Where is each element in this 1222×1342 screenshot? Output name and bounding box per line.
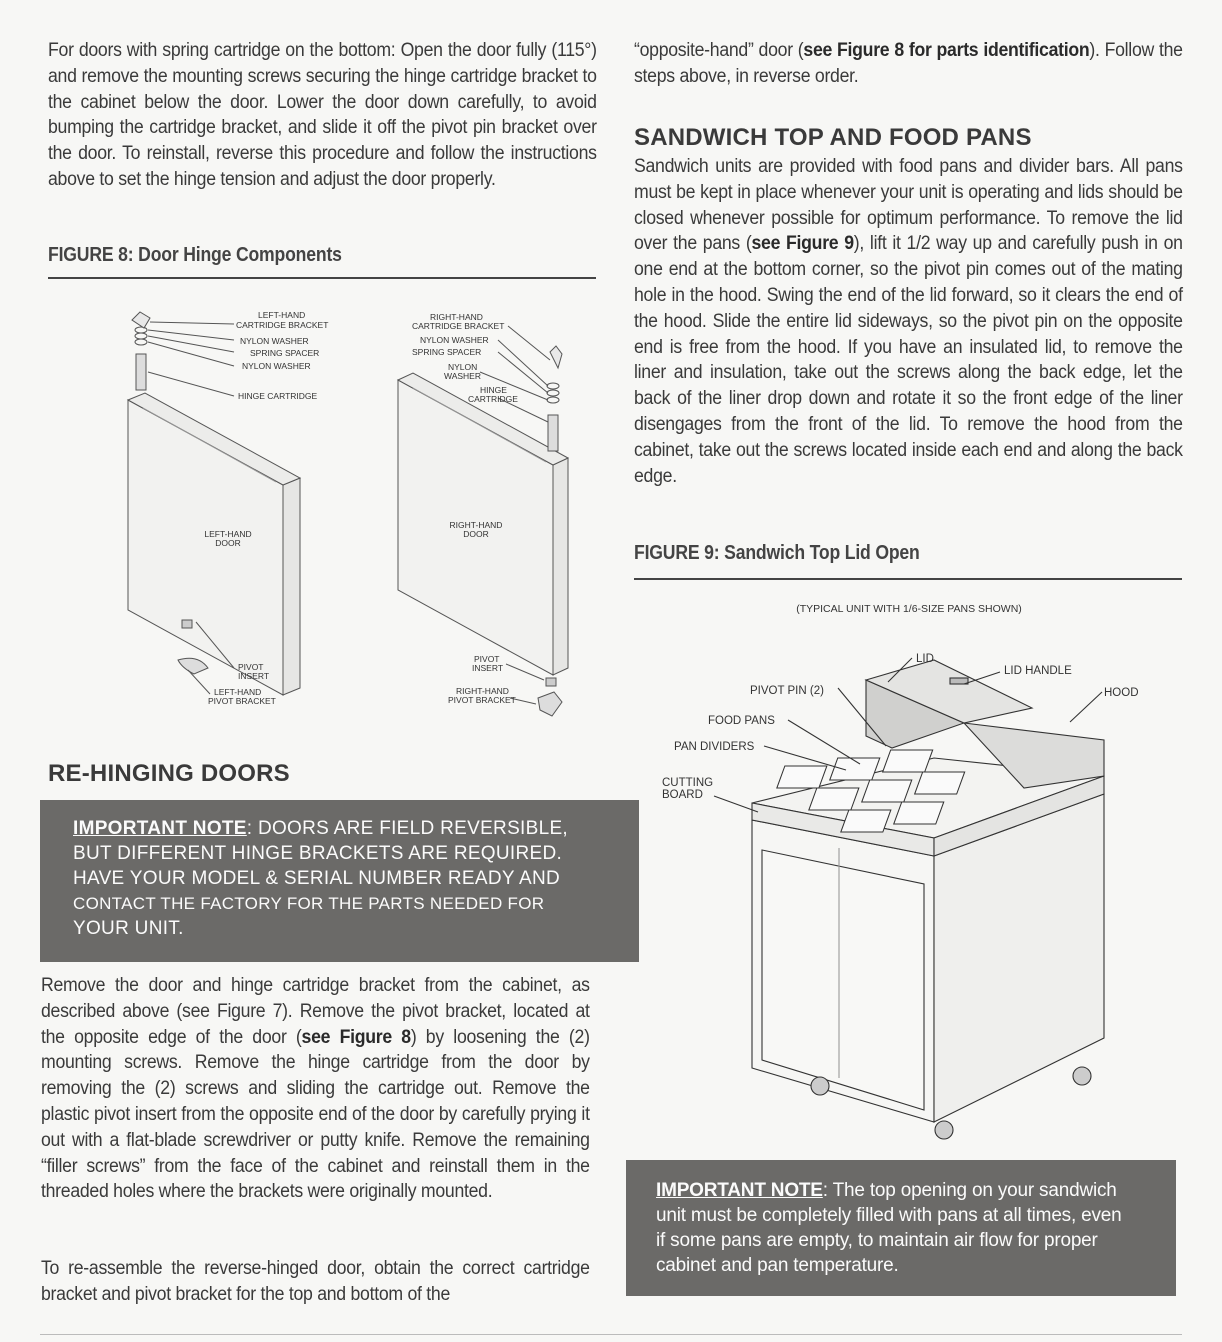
note2-line-2: unit must be completely filled with pans at all times, even — [656, 1205, 1122, 1226]
opposite-hand-paragraph — [634, 38, 1183, 90]
see-figure-8-ref: see Figure 8 — [301, 1026, 411, 1048]
page-bottom-rule — [40, 1334, 1182, 1335]
opposite-hand-part-1: “opposite-hand” door ( — [634, 40, 804, 61]
figure-9-caption: (TYPICAL UNIT WITH 1/6-SIZE PANS SHOWN) — [796, 603, 1022, 615]
lid-handle-label: LID HANDLE — [1004, 665, 1072, 677]
note1-line-2: BUT DIFFERENT HINGE BRACKETS ARE REQUIRED. — [73, 843, 563, 864]
opposite-hand-part-2: ). Follow the steps above, in reverse order. — [634, 40, 1183, 87]
pivot-pin-label: PIVOT PIN (2) — [750, 685, 824, 697]
figure-8-rule — [48, 277, 596, 279]
important-note-pans — [626, 1160, 1176, 1296]
figure-9-title: FIGURE 9: Sandwich Top Lid Open — [634, 542, 920, 564]
hood-label: HOOD — [1104, 687, 1139, 699]
lid-label: LID — [916, 653, 934, 665]
pan-dividers-label: PAN DIVIDERS — [674, 741, 755, 753]
rh-pivot-insert-label: PIVOT INSERT — [472, 654, 504, 673]
sandwich-paragraph-part-2: ), lift it 1/2 way up and carefully push in on one end at the bottom corner, so the pivot pin comes out of the mating hole in the hood. Swing the end of the lid forward, so it clears the end of the hood. Slide the entire lid sideways, so the pivot pin on the opposite end is free from the hood. If you have an insulated lid, to remove the liner and insulation, take out the screws along the back edge, let the back of the liner drop down and rotate it so the front edge of the liner disengages from the front of the lid. To remove the hood from the cabinet, take out the screws located inside each end and along the back edge. — [634, 233, 1183, 487]
food-pans-label: FOOD PANS — [708, 715, 775, 727]
figure-9-rule — [634, 578, 1182, 580]
sandwich-top-heading: SANDWICH TOP AND FOOD PANS — [634, 124, 1032, 151]
rh-cartridge-bracket-label: RIGHT-HAND CARTRIDGE BRACKET — [412, 312, 505, 331]
lh-nylon-washer-2-label: NYLON WASHER — [242, 361, 311, 371]
lh-pivot-insert-label: PIVOT INSERT — [238, 662, 270, 681]
rehinging-paragraph — [41, 973, 590, 1205]
reassemble-paragraph: To re-assemble the reverse-hinged door, obtain the correct cartridge bracket and pivot bracket for the top and bottom of the — [41, 1258, 590, 1305]
lh-cartridge-bracket-label: LEFT-HAND CARTRIDGE BRACKET — [236, 310, 329, 330]
rh-nylon-washer-2-label: NYLON WASHER — [444, 362, 481, 381]
door-removal-paragraph: For doors with spring cartridge on the bottom: Open the door fully (115°) and remove the mounting screws securing the hinge cartridge bracket to the cabinet below the door. Lower the door down carefully, to avoid bumping the cartridge bracket, and slide it off the pivot pin bracket over the door. To reinstall, reverse this procedure and follow the instructions above to set the hinge tension and adjust the door properly. — [48, 40, 597, 190]
sandwich-top-paragraph — [634, 154, 1183, 489]
note1-line-1: : DOORS ARE FIELD REVERSIBLE, — [246, 818, 569, 839]
important-note-reversible — [40, 800, 639, 962]
lh-spring-spacer-label: SPRING SPACER — [250, 348, 320, 358]
important-note-label-2: IMPORTANT NOTE — [656, 1180, 823, 1201]
note1-line-5: YOUR UNIT. — [73, 918, 184, 939]
cutting-board-label: CUTTING BOARD — [662, 777, 714, 801]
important-note-reversible-text — [73, 816, 639, 941]
lh-door-label: LEFT-HAND DOOR — [204, 529, 252, 548]
rh-hinge-cartridge-label: HINGE CARTRIDGE — [468, 385, 518, 404]
sandwich-paragraph-part-1: Sandwich units are provided with food pans and divider bars. All pans must be kept in place whenever your unit is operating and lids should be closed whenever possible for optimum performance. To remove the lid over the pans ( — [634, 156, 1183, 255]
figure-9-sandwich-unit-diagram — [634, 598, 1182, 1146]
figure-8-door-hinge-diagram — [118, 300, 588, 720]
rh-pivot-bracket-label: RIGHT-HAND PIVOT BRACKET — [448, 686, 516, 705]
rehinging-paragraph-part-2: ) by loosening the (2) mounting screws. Remove the hinge cartridge from the door by removing the (2) screws and sliding the cartridge out. Remove the plastic pivot insert from the opposite end of the door by carefully prying it out with a flat-blade screwdriver or putty knife. Remove the remaining “filler screws” from the face of the cabinet and reinstall them in the threaded holes where the brackets were originally mounted. — [41, 1026, 590, 1203]
note2-line-3: if some pans are empty, to maintain air flow for proper — [656, 1230, 1098, 1251]
lh-hinge-cartridge-label: HINGE CARTRIDGE — [238, 391, 318, 401]
note2-line-4: cabinet and pan temperature. — [656, 1255, 899, 1276]
note1-line-3: HAVE YOUR MODEL & SERIAL NUMBER READY AND — [73, 868, 561, 889]
rehinging-doors-heading: RE-HINGING DOORS — [48, 760, 290, 787]
note1-line-4: CONTACT THE FACTORY FOR THE PARTS NEEDED FOR — [73, 894, 545, 913]
rh-door-label: RIGHT-HAND DOOR — [449, 520, 503, 539]
rh-spring-spacer-label: SPRING SPACER — [412, 347, 482, 357]
rh-nylon-washer-1-label: NYLON WASHER — [420, 335, 489, 345]
important-note-pans-text — [656, 1178, 1176, 1278]
figure-8-title: FIGURE 8: Door Hinge Components — [48, 244, 342, 266]
lh-nylon-washer-1-label: NYLON WASHER — [240, 336, 309, 346]
note2-line-1: : The top opening on your sandwich — [822, 1180, 1117, 1201]
important-note-label: IMPORTANT NOTE — [73, 818, 247, 839]
rehinging-paragraph-part-1: Remove the door and hinge cartridge bracket from the cabinet, as described above (see Figure 7). Remove the pivot bracket, located at the opposite edge of the door ( — [41, 975, 590, 1048]
lh-pivot-bracket-label: LEFT-HAND PIVOT BRACKET — [208, 687, 276, 706]
see-figure-8-parts-ref: see Figure 8 for parts identification — [803, 40, 1090, 61]
see-figure-9-ref: see Figure 9 — [751, 233, 854, 255]
